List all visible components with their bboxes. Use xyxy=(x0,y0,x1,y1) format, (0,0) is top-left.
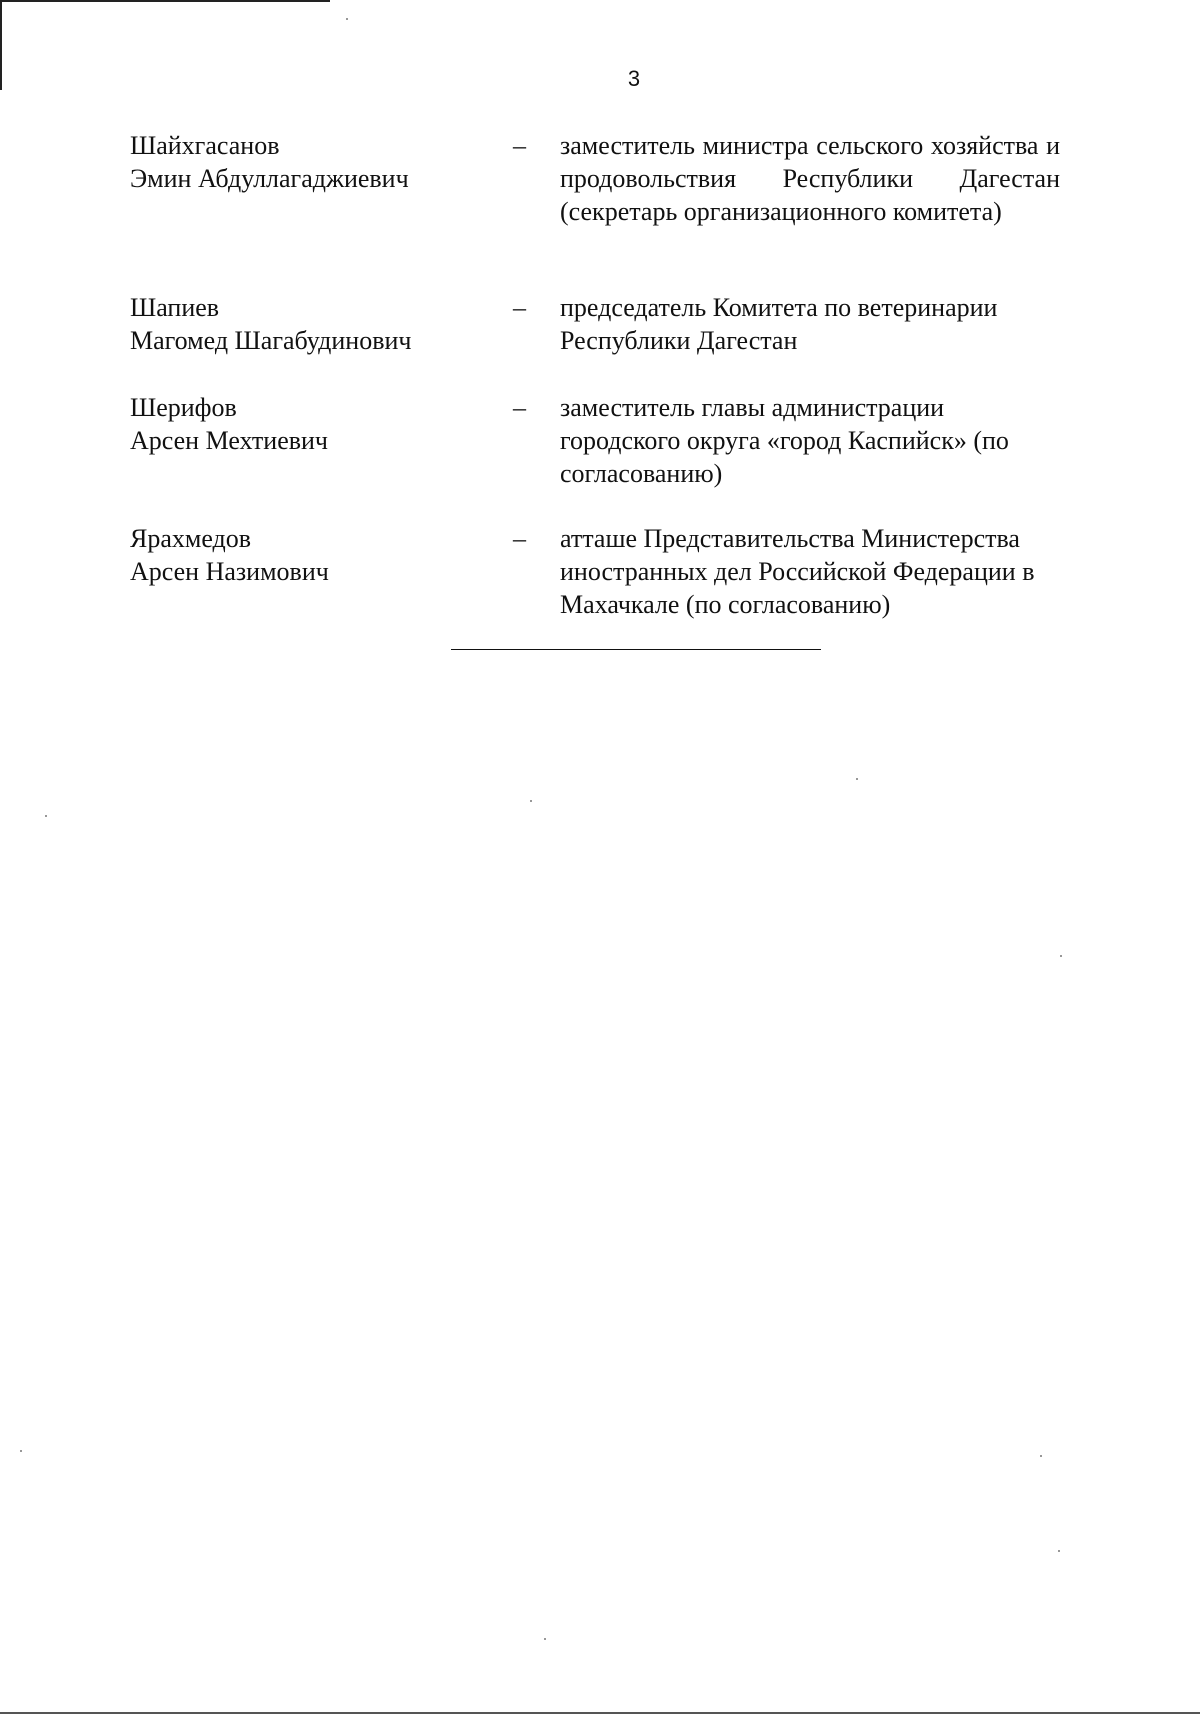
member-surname: Шапиев xyxy=(130,293,220,322)
member-surname: Шайхгасанов xyxy=(130,131,280,160)
scan-speck xyxy=(1040,1455,1042,1457)
member-given-names: Магомед Шагабудинович xyxy=(130,326,412,355)
member-name xyxy=(130,391,490,457)
member-given-names: Арсен Назимович xyxy=(130,557,329,586)
member-role: заместитель министра сельского хозяйства и продовольствия Республики Дагестан (секретарь организационного комитета) xyxy=(560,131,1060,226)
member-given-names: Эмин Абдуллагаджиевич xyxy=(130,164,409,193)
member-name xyxy=(130,291,490,357)
scan-speck xyxy=(20,1450,22,1452)
scan-speck xyxy=(45,815,47,817)
scan-speck xyxy=(544,1638,546,1640)
entry-dash: – xyxy=(513,524,526,553)
member-given-names: Арсен Мехтиевич xyxy=(130,426,328,455)
end-of-list-rule xyxy=(451,649,821,650)
scan-speck xyxy=(856,778,858,780)
entry-dash: – xyxy=(513,131,526,160)
scan-edge-top xyxy=(0,0,330,2)
page-number: 3 xyxy=(627,66,641,91)
member-name xyxy=(130,129,490,195)
member-name xyxy=(130,522,490,588)
scan-speck xyxy=(1058,1550,1060,1552)
member-surname: Шерифов xyxy=(130,393,237,422)
member-role: председатель Комитета по ветеринарии Республики Дагестан xyxy=(560,293,998,355)
scan-speck xyxy=(346,18,348,20)
scan-speck xyxy=(530,800,532,802)
entry-dash: – xyxy=(513,393,526,422)
member-role: заместитель главы администрации городского округа «город Каспийск» (по согласованию) xyxy=(560,393,1009,488)
entry-dash: – xyxy=(513,293,526,322)
member-surname: Ярахмедов xyxy=(130,524,252,553)
member-role: атташе Представительства Министерства иностранных дел Российской Федерации в Махачкале (по согласованию) xyxy=(560,524,1035,619)
scan-speck xyxy=(1060,955,1062,957)
